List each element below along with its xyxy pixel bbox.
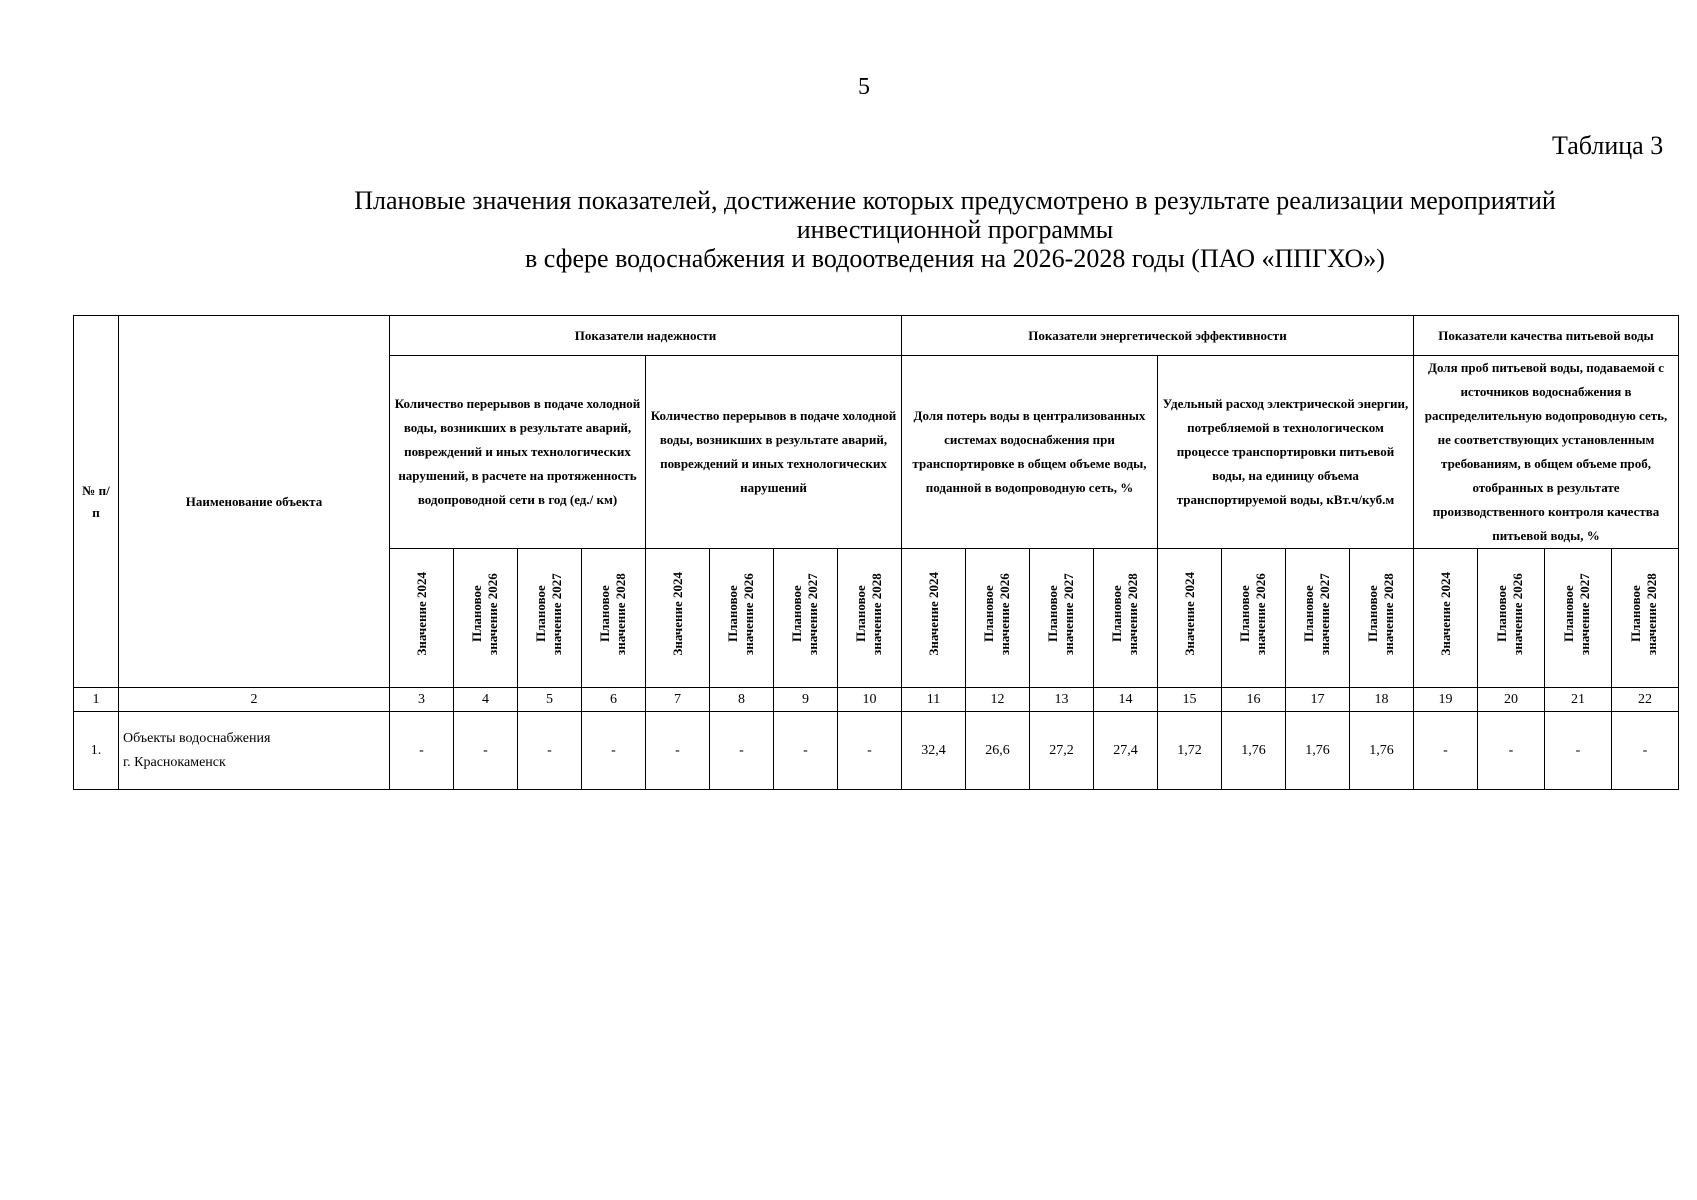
- page-number: 5: [858, 74, 870, 100]
- indicators-table: [73, 315, 1679, 790]
- year-header: Плановое значение 2027: [518, 549, 582, 688]
- column-number: 10: [838, 688, 902, 712]
- column-number: 21: [1545, 688, 1612, 712]
- year-header: Плановое значение 2028: [838, 549, 902, 688]
- year-header: Плановое значение 2026: [454, 549, 518, 688]
- group-energy-efficiency: Показатели энергетической эффективности: [902, 316, 1414, 356]
- row-number: 1.: [74, 712, 119, 790]
- column-number: 8: [710, 688, 774, 712]
- value-cell: -: [1478, 712, 1545, 790]
- value-cell: -: [710, 712, 774, 790]
- row-object-name: [119, 712, 390, 790]
- column-number: 17: [1286, 688, 1350, 712]
- column-number: 11: [902, 688, 966, 712]
- year-header: Плановое значение 2028: [1612, 549, 1679, 688]
- column-number: 2: [119, 688, 390, 712]
- column-number: 14: [1094, 688, 1158, 712]
- year-header: Плановое значение 2026: [1478, 549, 1545, 688]
- year-header: Плановое значение 2026: [966, 549, 1030, 688]
- year-header: Плановое значение 2028: [1350, 549, 1414, 688]
- column-number-row: [74, 688, 1679, 712]
- year-header: Плановое значение 2027: [1030, 549, 1094, 688]
- value-cell: 1,76: [1286, 712, 1350, 790]
- column-number: 18: [1350, 688, 1414, 712]
- table-label: Таблица 3: [1552, 131, 1664, 160]
- header-row-number: № п/п: [74, 316, 119, 688]
- group-reliability: Показатели надежности: [390, 316, 902, 356]
- value-cell: 1,76: [1350, 712, 1414, 790]
- title-line: инвестиционной программы: [796, 215, 1114, 244]
- value-cell: -: [1414, 712, 1478, 790]
- column-number: 20: [1478, 688, 1545, 712]
- value-cell: -: [1612, 712, 1679, 790]
- year-header: Плановое значение 2027: [774, 549, 838, 688]
- column-number: 13: [1030, 688, 1094, 712]
- year-header: Плановое значение 2026: [710, 549, 774, 688]
- column-number: 1: [74, 688, 119, 712]
- title-line: в сфере водоснабжения и водоотведения на 2026-2028 годы (ПАО «ППГХО»): [525, 244, 1385, 273]
- year-header: Плановое значение 2026: [1222, 549, 1286, 688]
- year-header: Плановое значение 2028: [1094, 549, 1158, 688]
- value-cell: -: [390, 712, 454, 790]
- year-header: Значение 2024: [902, 549, 966, 688]
- year-header: Значение 2024: [390, 549, 454, 688]
- value-cell: 27,2: [1030, 712, 1094, 790]
- column-number: 12: [966, 688, 1030, 712]
- column-number: 22: [1612, 688, 1679, 712]
- subgroup-energy-consumption: Удельный расход электрической энергии, потребляемой в технологическом процессе транспортировки питьевой воды, на единицу объема транспортируемой воды, кВт.ч/куб.м: [1158, 356, 1414, 549]
- value-cell: 27,4: [1094, 712, 1158, 790]
- column-number: 9: [774, 688, 838, 712]
- year-header: Значение 2024: [1158, 549, 1222, 688]
- object-name-line: Объекты водоснабжения: [123, 730, 271, 746]
- document-title: [270, 186, 1640, 273]
- value-cell: 32,4: [902, 712, 966, 790]
- subgroup-interruptions-per-km: Количество перерывов в подаче холодной воды, возникших в результате аварий, повреждений и иных технологических нарушений, в расчете на протяженность водопроводной сети в год (ед./ км): [390, 356, 646, 549]
- value-cell: -: [646, 712, 710, 790]
- column-number: 15: [1158, 688, 1222, 712]
- year-header: Плановое значение 2027: [1286, 549, 1350, 688]
- column-number: 6: [582, 688, 646, 712]
- column-number: 19: [1414, 688, 1478, 712]
- value-cell: -: [582, 712, 646, 790]
- subgroup-interruptions: Количество перерывов в подаче холодной воды, возникших в результате аварий, повреждений и иных технологических нарушений: [646, 356, 902, 549]
- value-cell: -: [518, 712, 582, 790]
- value-cell: 1,76: [1222, 712, 1286, 790]
- group-water-quality: Показатели качества питьевой воды: [1414, 316, 1679, 356]
- column-number: 7: [646, 688, 710, 712]
- header-object-name: Наименование объекта: [119, 316, 390, 688]
- year-header: Значение 2024: [646, 549, 710, 688]
- value-cell: 1,72: [1158, 712, 1222, 790]
- value-cell: -: [774, 712, 838, 790]
- year-header: Плановое значение 2027: [1545, 549, 1612, 688]
- value-cell: 26,6: [966, 712, 1030, 790]
- year-header: Значение 2024: [1414, 549, 1478, 688]
- table-row: [74, 712, 1679, 790]
- year-header: Плановое значение 2028: [582, 549, 646, 688]
- subgroup-sample-share: Доля проб питьевой воды, подаваемой с источников водоснабжения в распределительную водопроводную сеть, не соответствующих установленным требованиям, в общем объеме проб, отобранных в результате производственного контроля качества питьевой воды, %: [1414, 356, 1679, 549]
- column-number: 3: [390, 688, 454, 712]
- column-number: 4: [454, 688, 518, 712]
- title-line: Плановые значения показателей, достижение которых предусмотрено в результате реализации мероприятий: [354, 186, 1556, 215]
- column-number: 5: [518, 688, 582, 712]
- column-number: 16: [1222, 688, 1286, 712]
- object-name-line: г. Краснокаменск: [123, 754, 226, 770]
- subgroup-water-losses: Доля потерь воды в централизованных системах водоснабжения при транспортировке в общем объеме воды, поданной в водопроводную сеть, %: [902, 356, 1158, 549]
- value-cell: -: [838, 712, 902, 790]
- value-cell: -: [454, 712, 518, 790]
- value-cell: -: [1545, 712, 1612, 790]
